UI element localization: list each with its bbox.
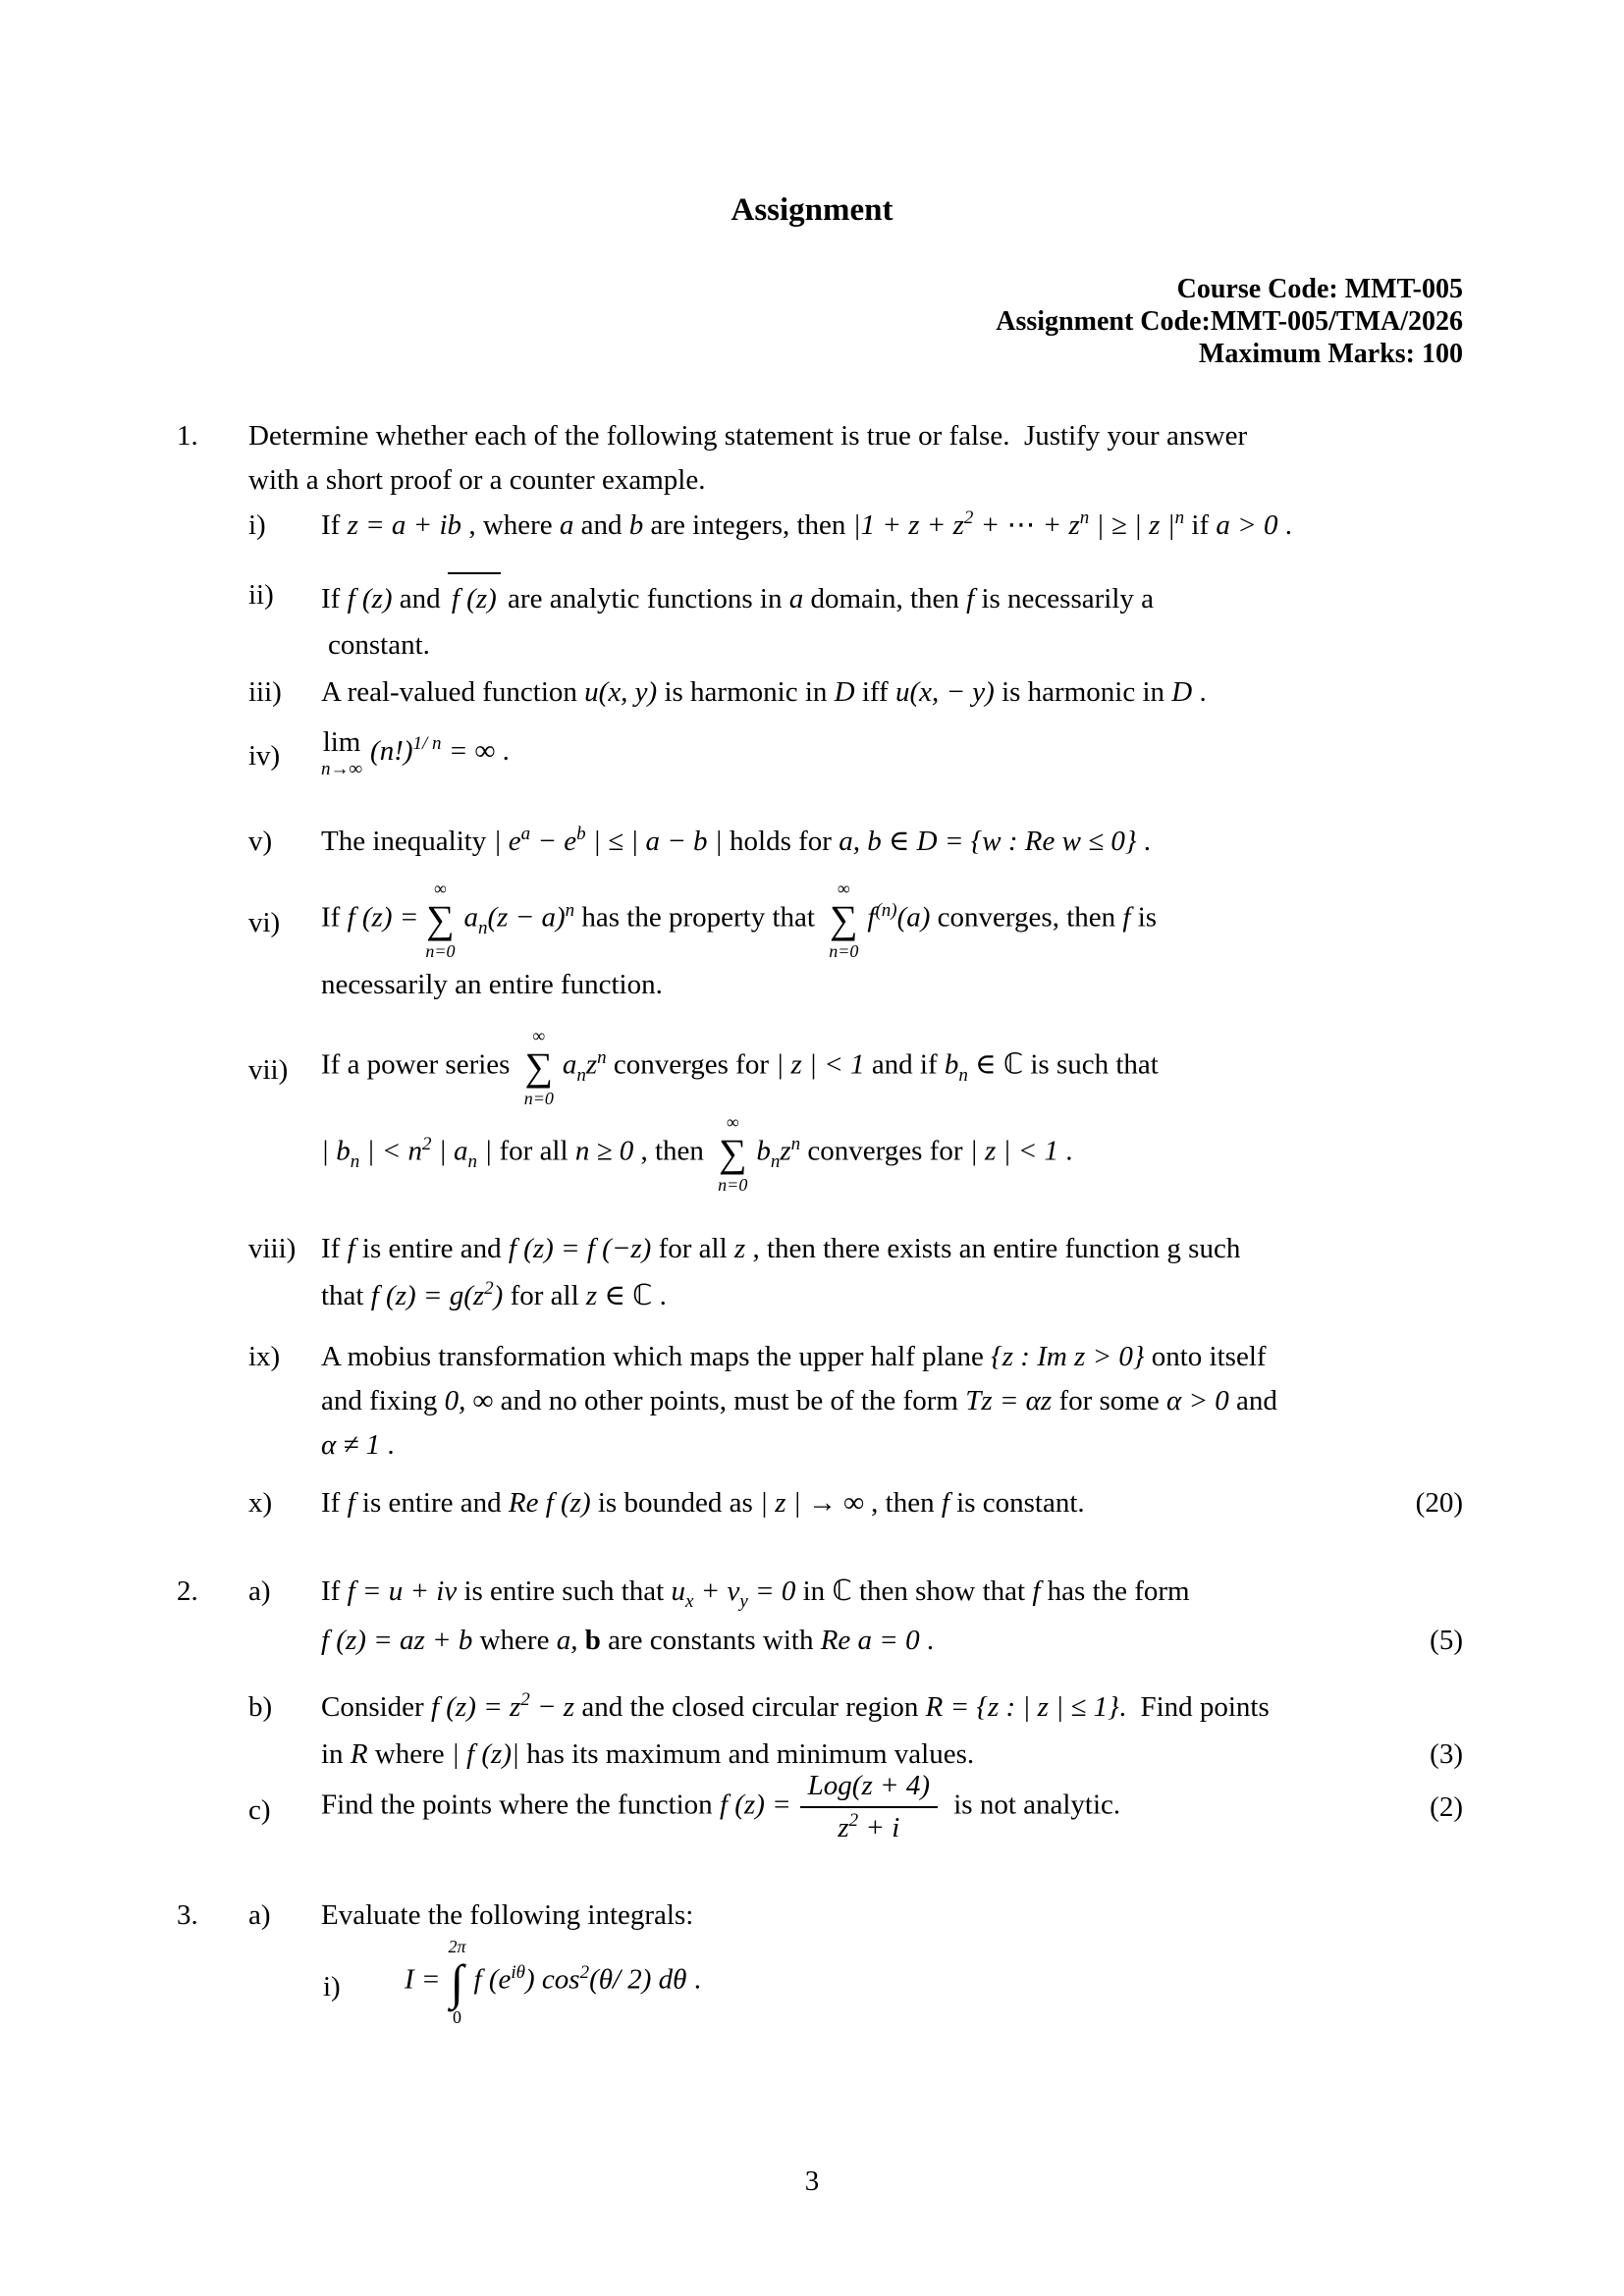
item-viii-text — [321, 1225, 1624, 1272]
item-2b-text — [321, 1685, 1624, 1733]
math-run: | z | < 1 — [969, 1135, 1059, 1167]
text-run: is — [1130, 901, 1158, 934]
item-2b-label: b) — [248, 1691, 273, 1723]
sum-lower-limit: n=0 — [829, 941, 859, 961]
conjugate-overline — [448, 572, 501, 622]
text-run: is constant. — [948, 1487, 1085, 1519]
math-run: I = — [405, 1963, 441, 1996]
subscript: x — [684, 1591, 694, 1612]
text-run: is harmonic in — [994, 676, 1172, 708]
text-run: is entire and — [354, 1487, 509, 1519]
text-run: in — [321, 1738, 351, 1770]
item-2a-label: a) — [248, 1575, 271, 1607]
text-run: , then there exists an entire function g such — [745, 1233, 1241, 1264]
math-run: R = {z : | z | ≤ 1} — [925, 1691, 1119, 1723]
item-x-label: x) — [248, 1487, 273, 1519]
text-run: where — [367, 1738, 452, 1770]
item-3a-label: a) — [248, 1899, 271, 1931]
text-run: If — [321, 1233, 348, 1264]
bold-math-run: b — [584, 1625, 601, 1656]
math-run: R — [350, 1738, 368, 1770]
integral-lower-limit: 0 — [453, 2007, 461, 2027]
text-run: that — [321, 1280, 371, 1311]
sum-lower-limit: n=0 — [523, 1089, 554, 1108]
math-run: f — [347, 1487, 355, 1519]
text-run: . — [919, 1625, 935, 1656]
math-run: z — [585, 1048, 598, 1081]
sum-lower-limit: n=0 — [718, 1175, 748, 1195]
q2-item-a — [0, 1569, 1624, 1663]
text-run: for all — [492, 1135, 575, 1167]
math-run: f — [941, 1487, 949, 1519]
text-run: and the closed circular region — [574, 1691, 926, 1723]
math-run: f (z) = — [347, 901, 419, 934]
text-run: Find the points where the function — [321, 1789, 720, 1821]
text-run: is entire and — [354, 1233, 509, 1264]
text-run: , then — [863, 1487, 942, 1519]
q1-intro-line1: Determine whether each of the following statement is true or false. Justify your answer — [248, 420, 1248, 452]
math-run: ℂ — [832, 1575, 852, 1607]
q3-item-a — [0, 1898, 1624, 1932]
math-run: f (z) = az + b — [321, 1625, 473, 1656]
math-run: + i — [858, 1811, 900, 1843]
q1-item-ii — [0, 572, 1624, 668]
text-run: has the form — [1040, 1575, 1190, 1607]
math-run: + v — [693, 1575, 740, 1607]
page-number: 3 — [804, 2165, 820, 2197]
math-run: | — [477, 1135, 493, 1167]
text-run: , where — [461, 509, 560, 541]
math-run: D — [1171, 676, 1193, 708]
math-run: | a — [431, 1135, 468, 1167]
superscript: iθ — [511, 1961, 525, 1983]
item-vi-label: vi) — [248, 907, 281, 938]
q1-item-vii — [0, 1027, 1624, 1194]
item-viii-line2 — [321, 1272, 1624, 1323]
math-run: f — [1122, 901, 1131, 934]
subscript: n — [467, 1150, 478, 1172]
math-run: n ≥ 0 — [574, 1135, 634, 1167]
limit-operator — [321, 728, 362, 778]
item-viii-label: viii) — [248, 1233, 297, 1264]
text-run: then show that — [851, 1575, 1033, 1607]
text-run: are analytic functions in — [500, 583, 789, 614]
superscript: n — [565, 899, 575, 921]
math-run: a — [562, 1048, 577, 1081]
item-ix-line3 — [321, 1423, 1624, 1468]
math-run: a, b ∈ D = {w : Re w ≤ 0} — [839, 826, 1137, 857]
text-run: domain, then — [803, 583, 967, 614]
superscript: a — [520, 824, 531, 844]
item-ii-line2: constant. — [328, 629, 430, 661]
text-run: converges, then — [930, 901, 1123, 934]
math-run: Re a = 0 — [820, 1625, 920, 1656]
text-run: If — [321, 583, 348, 614]
math-run: | ≤ | a − b | — [585, 826, 723, 857]
superscript: n — [1174, 507, 1185, 528]
math-run: a — [559, 509, 574, 541]
text-run: is bounded as — [590, 1487, 760, 1519]
math-run: α > 0 — [1165, 1385, 1229, 1416]
text-run: is such that — [1023, 1048, 1159, 1081]
page-title: Assignment — [731, 192, 893, 228]
superscript: 2 — [520, 1689, 530, 1710]
math-run: + ⋯ + z — [973, 509, 1080, 541]
q2-item-c — [0, 1769, 1624, 1845]
math-run: (θ/ 2) dθ — [589, 1963, 687, 1996]
marks-badge: (2) — [1430, 1790, 1463, 1823]
subscript: n — [350, 1150, 360, 1172]
math-run: f (z) — [451, 583, 497, 614]
sum-upper-limit: ∞ — [837, 879, 850, 898]
math-run: z — [733, 1233, 746, 1264]
text-run: in — [795, 1575, 833, 1607]
fraction-numerator: Log(z + 4) — [800, 1769, 938, 1808]
item-2a-text — [321, 1569, 1624, 1618]
text-run: , then — [633, 1135, 712, 1167]
math-run: D — [834, 676, 855, 708]
sum-upper-limit: ∞ — [726, 1112, 739, 1132]
math-run: b — [628, 509, 644, 541]
math-run: α ≠ 1 — [321, 1429, 381, 1461]
text-run: is not analytic. — [946, 1789, 1121, 1821]
superscript: 2 — [848, 1809, 859, 1831]
text-run: A real-valued function — [321, 676, 585, 708]
math-run: | e — [493, 826, 521, 857]
item-i-label: i) — [248, 509, 266, 541]
item-iv-text — [321, 728, 1624, 778]
sum-symbol: ∑ — [830, 897, 858, 941]
text-run: is entire such that — [457, 1575, 672, 1607]
marks-badge: (3) — [1430, 1738, 1463, 1770]
superscript: n — [790, 1133, 801, 1154]
marks-badge: (20) — [1415, 1487, 1463, 1519]
superscript: 2 — [579, 1961, 590, 1983]
q2-item-b — [0, 1685, 1624, 1777]
subscript: n — [576, 1064, 586, 1086]
math-run: {z : Im z > 0} — [991, 1341, 1145, 1372]
superscript: b — [576, 824, 586, 844]
text-run: If — [321, 901, 348, 934]
math-run: f (z) = f (−z) — [508, 1233, 652, 1264]
q1-item-iii — [0, 675, 1624, 709]
text-run: converges for — [800, 1135, 970, 1167]
sum-symbol: ∑ — [524, 1044, 554, 1089]
q2-number: 2. — [177, 1575, 198, 1607]
math-run: a — [788, 583, 804, 614]
math-run: | ≥ | z | — [1089, 509, 1175, 541]
text-run: iff — [854, 676, 895, 708]
header-meta — [996, 273, 1463, 370]
math-run: = ∞ — [441, 735, 496, 768]
math-run: u(x, − y) — [894, 676, 995, 708]
math-run: b — [756, 1135, 771, 1167]
subscript: n — [958, 1064, 968, 1086]
q1-intro-line2: with a short proof or a counter example. — [248, 464, 706, 496]
item-2a-line2 — [321, 1618, 1624, 1663]
item-vi-line2: necessarily an entire function. — [321, 969, 663, 1000]
math-run: a — [463, 901, 478, 934]
item-v-text — [321, 825, 1624, 862]
sum-lower-limit: n=0 — [425, 941, 456, 961]
math-run: − e — [530, 826, 577, 857]
text-run: . — [1277, 509, 1292, 541]
item-ix-line2 — [321, 1379, 1624, 1423]
item-3ai-label: i) — [323, 1971, 341, 2002]
q1-item-x — [0, 1486, 1624, 1520]
subscript: n — [477, 917, 488, 938]
item-ix-label: ix) — [248, 1341, 281, 1372]
math-run: f — [347, 1233, 355, 1264]
math-run: f — [1032, 1575, 1041, 1607]
sum-symbol: ∑ — [718, 1131, 747, 1175]
item-v-label: v) — [248, 826, 273, 857]
sum-upper-limit: ∞ — [532, 1026, 546, 1045]
math-run: z — [838, 1811, 849, 1843]
marks-badge: (5) — [1430, 1625, 1463, 1656]
superscript: 2 — [422, 1133, 432, 1154]
q1-intro-text — [248, 414, 1624, 503]
math-run: Tz = αz — [965, 1385, 1053, 1416]
lim-subscript: n→∞ — [321, 759, 363, 779]
q1-item-iv — [0, 728, 1624, 778]
math-run: |1 + z + z — [852, 509, 964, 541]
item-vi-text — [321, 880, 1624, 960]
text-run: are integers, then — [643, 509, 853, 541]
text-run: . — [686, 1963, 701, 1996]
item-iii-text — [321, 675, 1624, 709]
text-run: converges for — [606, 1048, 777, 1081]
text-run: onto itself — [1144, 1341, 1267, 1372]
superscript: n — [597, 1046, 607, 1068]
text-run: is harmonic in — [657, 676, 835, 708]
text-run: . — [1136, 826, 1151, 857]
math-run: ) — [493, 1280, 504, 1311]
item-3ai-text — [405, 1938, 1624, 2026]
sum-operator — [524, 1027, 554, 1107]
item-vii-text — [321, 1027, 1624, 1107]
item-2c-label: c) — [248, 1794, 271, 1826]
lim-symbol: lim — [322, 726, 361, 758]
item-iv-label: iv) — [248, 740, 281, 772]
text-run: and — [392, 583, 448, 614]
text-run: if — [1184, 509, 1217, 541]
q1-item-i — [0, 508, 1624, 546]
text-run: . — [380, 1429, 395, 1461]
integral-symbol: ∫ — [450, 1954, 464, 2009]
text-run: has the property that — [574, 901, 823, 934]
text-run: and no other points, must be of the form — [493, 1385, 966, 1416]
q1-number: 1. — [177, 420, 198, 452]
math-run: b — [944, 1048, 959, 1081]
item-3a-text: Evaluate the following integrals: — [321, 1899, 694, 1931]
fraction — [800, 1769, 938, 1845]
sum-operator — [425, 880, 455, 960]
q1-intro — [0, 414, 1624, 503]
text-run: If — [321, 1487, 348, 1519]
math-run: f (z) = z — [430, 1691, 521, 1723]
math-run: u(x, y) — [584, 676, 658, 708]
text-run: has its maximum and minimum values. — [518, 1738, 975, 1770]
text-run: for all — [503, 1280, 586, 1311]
item-ix-text — [321, 1335, 1624, 1379]
text-run: and if — [864, 1048, 945, 1081]
math-run: u — [671, 1575, 685, 1607]
math-run: a, — [556, 1625, 585, 1656]
subscript: n — [770, 1150, 781, 1172]
item-ii-label: ii) — [248, 579, 274, 611]
math-run: f (z) = g(z — [370, 1280, 485, 1311]
q1-item-ix — [0, 1335, 1624, 1468]
integral-operator — [448, 1938, 465, 2026]
item-ii-text — [321, 572, 1624, 622]
integral-upper-limit: 2π — [448, 1937, 466, 1956]
text-run: and fixing — [321, 1385, 445, 1416]
math-run: z — [780, 1135, 791, 1167]
text-run: If — [321, 1575, 348, 1607]
math-run: | b — [321, 1135, 351, 1167]
item-vii-label: vii) — [248, 1054, 289, 1086]
q1-item-v — [0, 825, 1624, 862]
q1-item-vi — [0, 880, 1624, 1001]
subscript: y — [739, 1591, 748, 1612]
q3-item-a-i — [0, 1938, 1624, 2026]
sum-symbol: ∑ — [426, 897, 455, 941]
math-run: f (e — [473, 1963, 512, 1996]
math-run: | z | → ∞ — [760, 1487, 864, 1519]
superscript: 2 — [963, 507, 974, 528]
sum-upper-limit: ∞ — [433, 879, 447, 898]
sum-operator — [718, 1113, 747, 1194]
text-run: where — [472, 1625, 557, 1656]
course-code: Course Code: MMT-005 — [1176, 274, 1463, 304]
math-run: − z — [529, 1691, 575, 1723]
text-run: A mobius transformation which maps the upper half plane — [321, 1341, 992, 1372]
text-run: and — [1228, 1385, 1277, 1416]
math-run: z = a + ib — [347, 509, 462, 541]
item-iii-label: iii) — [248, 676, 282, 708]
text-run: . Find points — [1118, 1691, 1270, 1723]
text-run: and — [573, 509, 629, 541]
q1-item-viii — [0, 1225, 1624, 1323]
text-run: If — [321, 509, 348, 541]
math-run: f (z) — [347, 583, 393, 614]
math-run: f (z) = — [719, 1789, 791, 1821]
item-2c-text — [321, 1769, 1624, 1845]
math-run: | < n — [359, 1135, 423, 1167]
item-x-text — [321, 1486, 1624, 1520]
item-vii-line2 — [321, 1113, 1624, 1194]
superscript: (n) — [875, 899, 897, 921]
math-run: f = u + iv — [347, 1575, 458, 1607]
math-run: ∈ ℂ — [967, 1048, 1024, 1081]
text-run: If a power series — [321, 1048, 517, 1081]
math-run: 0, ∞ — [444, 1385, 494, 1416]
math-run: f — [867, 901, 876, 934]
assignment-code: Assignment Code:MMT-005/TMA/2026 — [996, 306, 1463, 337]
superscript: n — [1079, 507, 1090, 528]
math-run: Re f (z) — [508, 1487, 591, 1519]
superscript: 2 — [484, 1278, 494, 1299]
text-run: The inequality — [321, 826, 494, 857]
text-run: for all — [651, 1233, 734, 1264]
text-run: are constants with — [600, 1625, 821, 1656]
math-run: = 0 — [747, 1575, 796, 1607]
text-run: . — [1192, 676, 1207, 708]
sum-operator — [829, 880, 858, 960]
math-run: | z | < 1 — [776, 1048, 865, 1081]
item-i-text — [321, 508, 1624, 546]
math-run: (z − a) — [487, 901, 566, 934]
text-run: is necessarily a — [974, 583, 1155, 614]
math-run: (a) — [896, 901, 931, 934]
math-run: f — [966, 583, 975, 614]
text-run: . — [1058, 1135, 1073, 1167]
text-run: for some — [1052, 1385, 1166, 1416]
math-run: | f (z)| — [451, 1738, 519, 1770]
math-run: ) cos — [524, 1963, 580, 1996]
text-run: . — [652, 1280, 667, 1311]
q3-number: 3. — [177, 1899, 198, 1931]
fraction-denominator — [838, 1808, 899, 1845]
text-run: Consider — [321, 1691, 431, 1723]
text-run: . — [495, 735, 510, 768]
math-run: z ∈ ℂ — [585, 1280, 653, 1311]
maximum-marks: Maximum Marks: 100 — [1198, 339, 1463, 369]
superscript: 1/ n — [412, 733, 442, 755]
text-run: holds for — [722, 826, 839, 857]
math-run: (n!) — [370, 735, 413, 768]
math-run: a > 0 — [1216, 509, 1278, 541]
